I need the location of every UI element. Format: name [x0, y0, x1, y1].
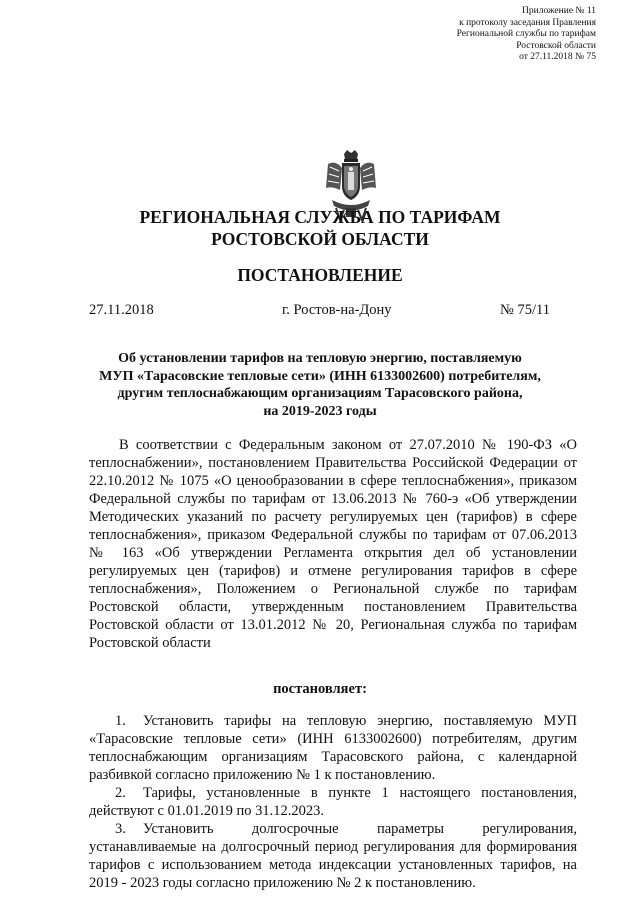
organization-name	[0, 206, 640, 250]
item-number: 2.	[115, 785, 126, 801]
appendix-line: Ростовской области	[516, 40, 596, 51]
item-text: Установить долгосрочные параметры регулирования, устанавливаемые на долгосрочный период регулирования для формирования тарифов с использованием метода индексации установленных тарифов, на 2019 - 2023 годы согласно приложению № 2 к постановлению.	[89, 821, 577, 891]
resolution-item	[89, 784, 577, 820]
resolution-item	[89, 820, 577, 892]
appendix-line: к протоколу заседания Правления	[459, 17, 596, 28]
document-city: г. Ростов-на-Дону	[282, 302, 392, 318]
resolves-heading: постановляет:	[273, 681, 367, 697]
title-line: Об установлении тарифов на тепловую энергию, поставляемую	[118, 351, 522, 366]
appendix-line: от 27.11.2018 № 75	[519, 52, 596, 62]
title-line: другим теплоснабжающим организациям Тарасовского района,	[117, 386, 523, 401]
item-number: 1.	[115, 713, 126, 729]
organization-name-line: РЕГИОНАЛЬНАЯ СЛУЖБА ПО ТАРИФАМ	[139, 207, 501, 227]
item-text: Тарифы, установленные в пункте 1 настоящего постановления, действуют с 01.01.2019 по 31.12.2023.	[89, 785, 577, 819]
preamble-paragraph: В соответствии с Федеральным законом от 27.07.2010 № 190-ФЗ «О теплоснабжении», постановлением Правительства Российской Федерации от 22.10.2012 № 1075 «О ценообразовании в сфере теплоснабжения», приказом Федеральной службы по тарифам от 13.06.2013 № 760-э «Об утверждении Методических указаний по расчету регулируемых цен (тарифов) в сфере теплоснабжения», приказом Федеральной службы по тарифам от 07.06.2013 № 163 «Об утверждении Регламента открытия дел об установлении регулируемых цен (тарифов) и отмене регулирования тарифов в сфере теплоснабжения», Положением о Региональной службе по тарифам Ростовской области, утвержденным постановлением Правительства Ростовской области от 13.01.2012 № 20, Региональная служба по тарифам Ростовской области	[89, 437, 577, 651]
item-number: 3.	[115, 821, 126, 837]
appendix-line: Региональной службы по тарифам	[456, 29, 596, 39]
document-date: 27.11.2018	[89, 302, 154, 318]
appendix-line: Приложение № 11	[522, 6, 596, 16]
item-text: Установить тарифы на тепловую энергию, поставляемую МУП «Тарасовские тепловые сети» (ИНН 6133002600) потребителям, другим теплоснабжающим организациям Тарасовского района, с календарной разбивкой согласно приложению № 1 к постановлению.	[89, 713, 577, 783]
document-type: ПОСТАНОВЛЕНИЕ	[237, 265, 403, 285]
title-line: МУП «Тарасовские тепловые сети» (ИНН 6133002600) потребителям,	[99, 368, 541, 384]
document-number: № 75/11	[500, 302, 550, 318]
document-title	[70, 350, 570, 420]
organization-name-line: РОСТОВСКОЙ ОБЛАСТИ	[211, 229, 429, 249]
resolution-items	[89, 712, 577, 892]
resolution-item	[89, 712, 577, 784]
title-line: на 2019-2023 годы	[263, 403, 377, 419]
appendix-note	[396, 6, 596, 64]
